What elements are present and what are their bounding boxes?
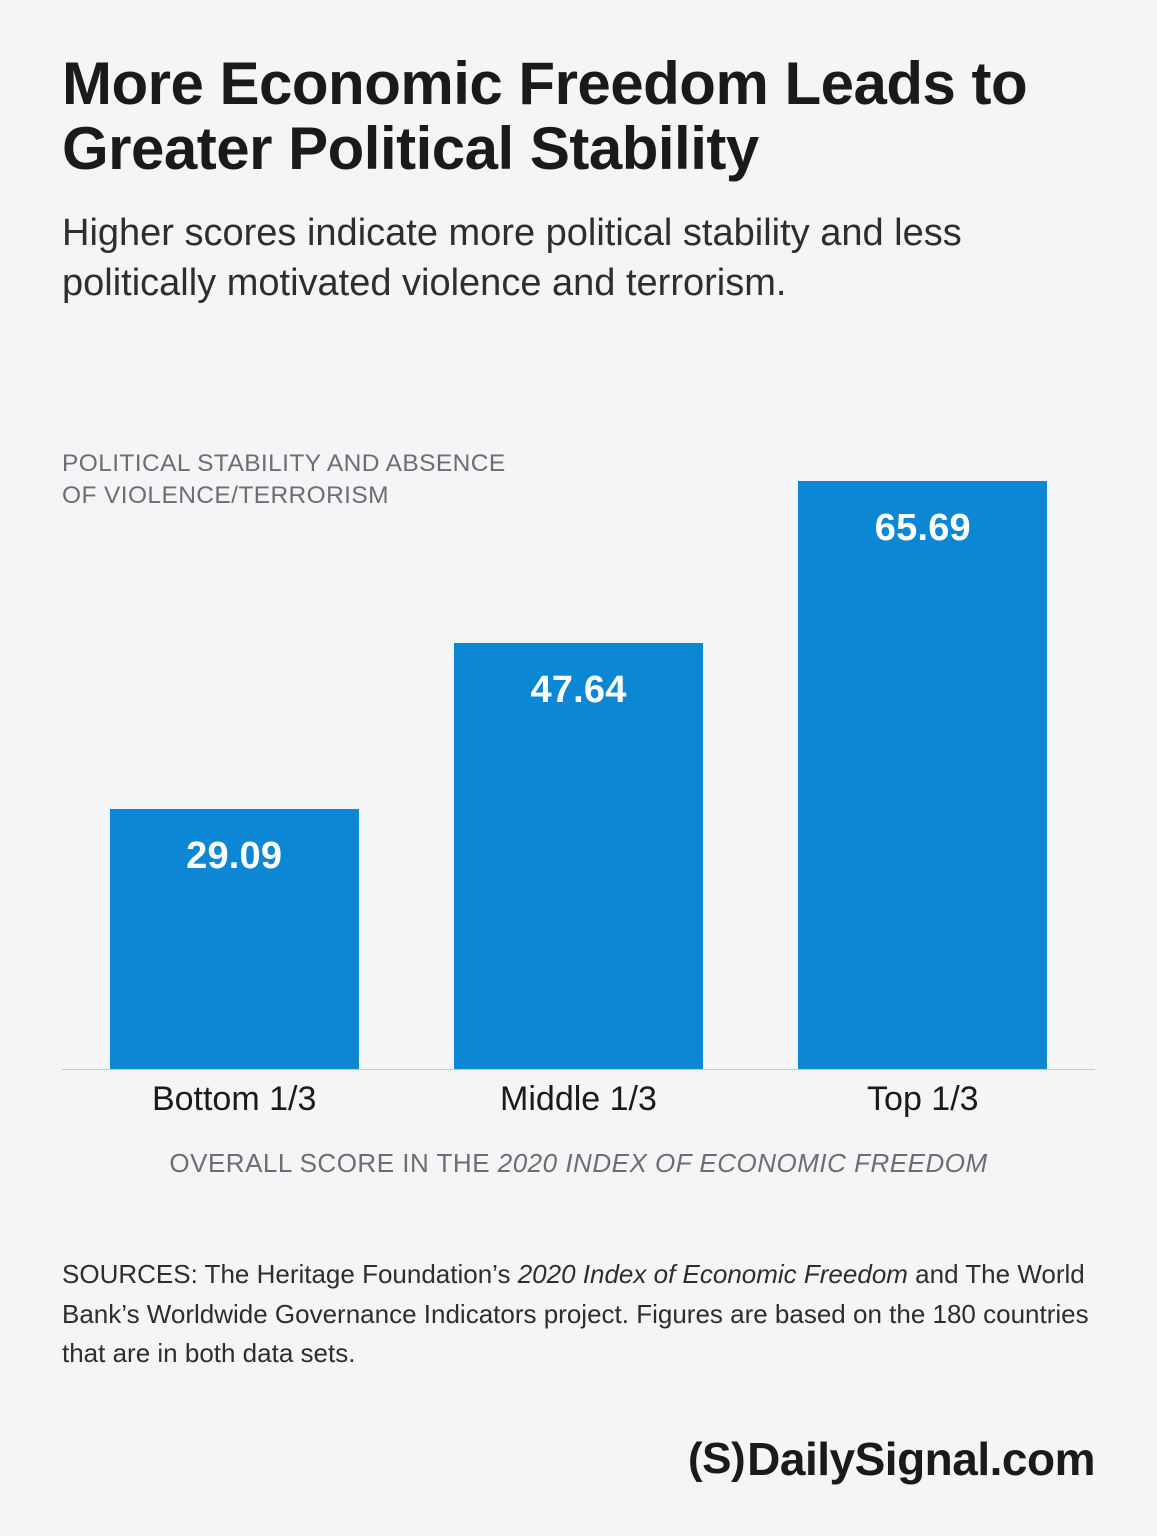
sources-note	[62, 1255, 1092, 1374]
x-tick-top-third: Top 1/3	[867, 1080, 979, 1118]
bar-group	[62, 425, 1095, 1069]
bar-value-top-third: 65.69	[874, 507, 971, 550]
y-axis-label-line-1: POLITICAL STABILITY AND ABSENCE	[62, 450, 506, 477]
bar-top-third[interactable]	[798, 481, 1047, 1069]
page-subtitle: Higher scores indicate more political stability and less politically motivated violence and terrorism.	[62, 211, 962, 304]
bar-slot-bottom-third	[62, 425, 406, 1069]
x-axis-line	[62, 1069, 1095, 1070]
bar-chart	[62, 420, 1095, 1070]
x-axis-title-plain: OVERALL SCORE IN THE	[169, 1148, 498, 1178]
x-axis-title-italic: 2020 INDEX OF ECONOMIC FREEDOM	[497, 1148, 988, 1178]
dailysignal-logo[interactable]	[688, 1432, 1095, 1486]
bar-slot-top-third	[751, 425, 1095, 1069]
bar-value-middle-third: 47.64	[530, 668, 627, 711]
chart-plot-area	[62, 425, 1095, 1070]
sources-part-1: SOURCES: The Heritage Foundation’s	[62, 1259, 518, 1289]
signal-mark-icon: (S)	[688, 1434, 746, 1483]
bar-value-bottom-third: 29.09	[186, 834, 283, 877]
bar-middle-third[interactable]	[454, 643, 703, 1069]
sources-part-2: and The World Bank’s Worldwide Governance Indicators project. Figures are based on the 180 countries that are in both data sets.	[62, 1259, 1089, 1369]
y-axis-label-line-2: OF VIOLENCE/TERRORISM	[62, 481, 389, 509]
sources-italic-title: 2020 Index of Economic Freedom	[517, 1259, 908, 1289]
bar-slot-middle-third	[406, 425, 750, 1069]
x-tick-middle-third: Middle 1/3	[500, 1080, 657, 1118]
page-title: More Economic Freedom Leads to Greater Political Stability	[62, 50, 1028, 182]
x-tick-bottom-third: Bottom 1/3	[151, 1080, 317, 1118]
logo-text: DailySignal.com	[747, 1433, 1095, 1485]
x-axis-tick-labels	[62, 1080, 1095, 1119]
bar-bottom-third[interactable]	[110, 809, 359, 1069]
x-axis-title	[62, 1148, 1095, 1179]
